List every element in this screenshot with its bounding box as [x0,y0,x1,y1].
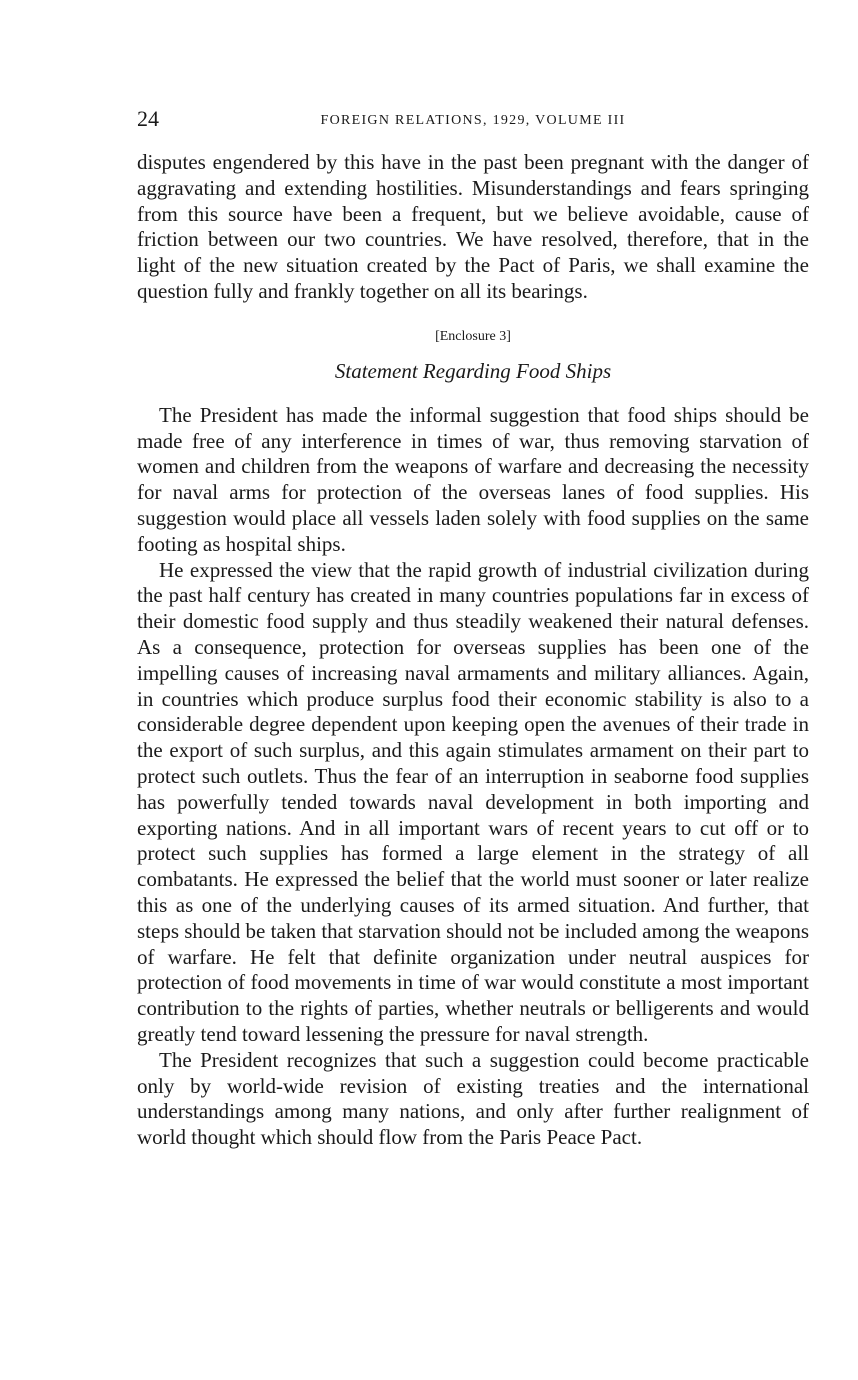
document-page [137,104,809,1151]
statement-paragraph-2: He expressed the view that the rapid growth of industrial civilization during the past half century has created in many countries populations far in excess of their domestic food supply and thus steadily weakened their natural defenses. As a consequence, protection for overseas supplies has been one of the impelling causes of increasing naval armaments and military alliances. Again, in countries which produce surplus food their economic stability is also to a considerable degree dependent upon keeping open the avenues of their trade in the export of such surplus, and this again stimulates armament on their part to protect such outlets. Thus the fear of an interruption in seaborne food supplies has powerfully tended towards naval development in both importing and exporting nations. And in all important wars of recent years to cut off or to protect such supplies has formed a large element in the strategy of all combatants. He expressed the belief that the world must sooner or later realize this as one of the underlying causes of its armed situation. And further, that steps should be taken that starvation should not be included among the weapons of warfare. He felt that definite organization under neutral auspices for protection of food movements in time of war would constitute a most important contribution to the rights of parties, whether neutrals or belligerents and would greatly tend toward lessening the pressure for naval strength. [137,557,809,1046]
enclosure-label: [Enclosure 3] [435,328,511,344]
statement-title: Statement Regarding Food Ships [334,358,612,383]
running-title: FOREIGN RELATIONS, 1929, VOLUME III [320,113,626,128]
running-head [137,104,809,134]
page-number: 24 [137,106,159,131]
statement-paragraph-3: The President recognizes that such a suggestion could become practicable only by world-wide revision of existing treaties and the international understandings among many nations, and only after further realignment of world thought which should flow from the Paris Peace Pact. [137,1047,809,1150]
statement-paragraph-1: The President has made the informal suggestion that food ships should be made free of any interference in times of war, thus removing starvation of women and children from the weapons of warfare and decreasing the necessity for naval arms for protection of the overseas lanes of food supplies. His suggestion would place all vessels laden solely with food supplies on the same footing as hospital ships. [137,402,809,556]
continued-paragraph: disputes engendered by this have in the past been pregnant with the danger of aggravating and extending hostilities. Misunderstandings and fears springing from this source have been a frequent, but we believe avoidable, cause of friction between our two countries. We have resolved, therefore, that in the light of the new situation created by the Pact of Paris, we shall examine the question fully and frankly together on all its bearings. [137,150,809,303]
